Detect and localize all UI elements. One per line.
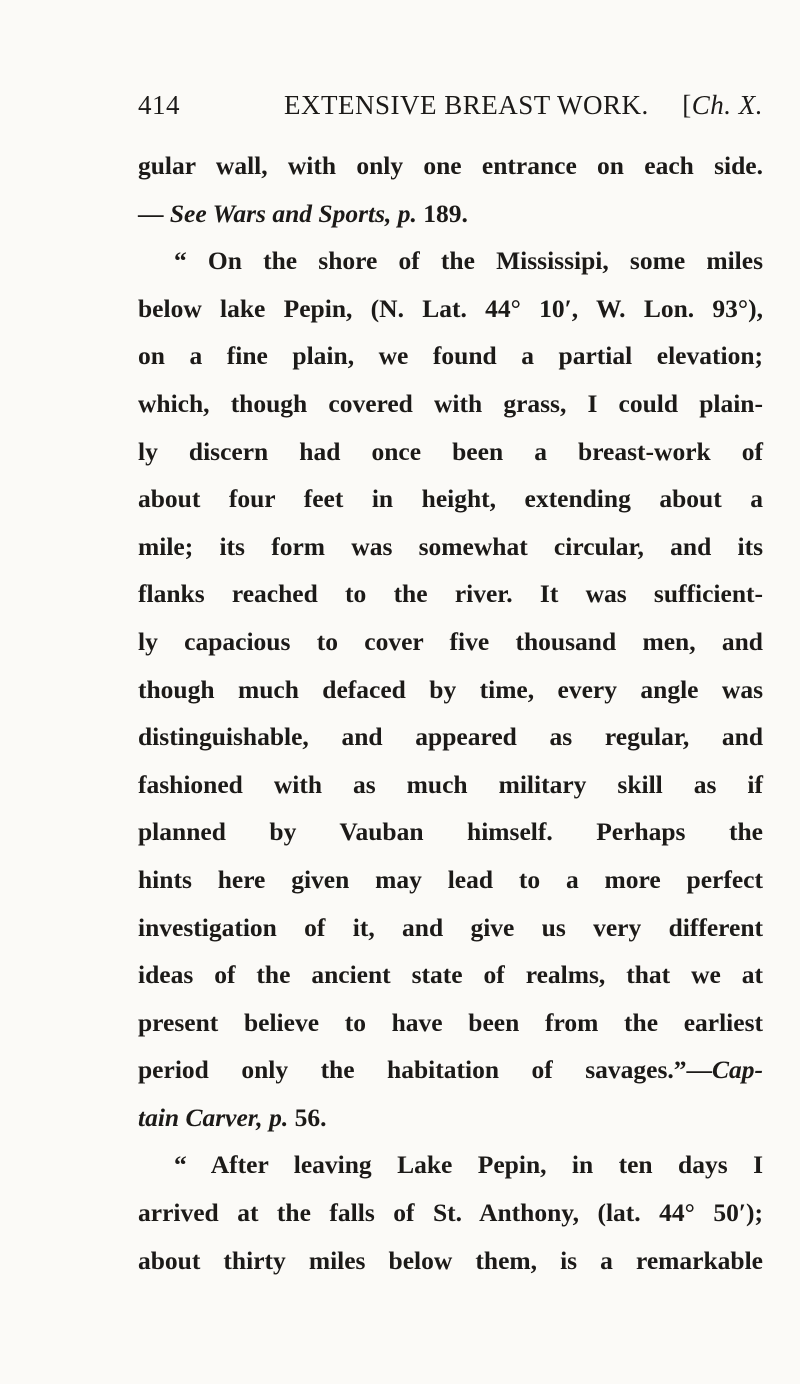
text-line [138,332,763,380]
text-segment: period only the habitation of savages.”— [138,1055,712,1085]
text-line [138,951,763,999]
running-header [138,90,763,126]
italic-text-segment: See Wars and Sports, [169,198,392,228]
chapter-bracket: [ [682,90,692,120]
body-text [138,142,763,1284]
chapter-reference [682,90,763,121]
text-segment: — [138,198,170,228]
text-segment: hints here given may lead to a more perfect [138,864,763,894]
text-segment: arrived at the falls of St. Anthony, (lat. 44° 50′); [138,1198,763,1228]
italic-text-segment: tain Carver, [138,1102,263,1132]
text-line [138,856,763,904]
text-segment: which, though covered with grass, I could plain- [138,388,763,418]
text-line [138,1046,763,1094]
text-segment: below lake Pepin, (N. Lat. 44° 10′, W. Lon. 93°), [138,293,763,323]
italic-text-segment: p. [269,1102,289,1132]
italic-text-segment: p. [397,198,417,228]
text-line [138,190,763,238]
text-line [138,999,763,1047]
text-line [138,285,763,333]
text-segment: ly discern had once been a breast-work of [138,436,763,466]
text-segment: present believe to have been from the earliest [138,1007,763,1037]
text-segment: planned by Vauban himself. Perhaps the [138,817,763,847]
chapter-label: Ch. X. [691,90,763,120]
text-segment: though much defaced by time, every angle was [138,674,763,704]
text-segment: 189. [416,198,468,228]
text-segment: about four feet in height, extending about a [138,484,763,514]
text-segment: fashioned with as much military skill as if [138,769,763,799]
text-line [138,713,763,761]
text-line [138,1237,763,1285]
running-title: EXTENSIVE BREAST WORK. [284,90,649,120]
text-segment: investigation of it, and give us very different [138,912,763,942]
text-line [138,761,763,809]
text-segment: flanks reached to the river. It was sufficient- [138,579,763,609]
text-segment: ly capacious to cover five thousand men, and [138,626,763,656]
text-line [138,142,763,190]
text-segment: “ On the shore of the Mississipi, some miles [174,246,763,276]
text-segment: distinguishable, and appeared as regular, and [138,722,763,752]
text-line [138,1094,763,1142]
text-line [138,1189,763,1237]
text-segment: 56. [288,1102,327,1132]
text-line [138,666,763,714]
text-segment: about thirty miles below them, is a remarkable [138,1245,763,1275]
text-segment: ideas of the ancient state of realms, that we at [138,960,763,990]
text-line [138,1141,763,1189]
text-line [138,808,763,856]
text-line [138,904,763,952]
page-number: 414 [138,90,180,120]
text-line [138,523,763,571]
text-line [138,237,763,285]
text-segment: mile; its form was somewhat circular, and its [138,531,763,561]
text-line [138,428,763,476]
text-line [138,570,763,618]
italic-text-segment: Cap- [712,1055,763,1085]
text-line [138,618,763,666]
text-segment: gular wall, with only one entrance on each side. [138,151,763,180]
text-line [138,380,763,428]
text-segment: “ After leaving Lake Pepin, in ten days I [174,1150,763,1180]
text-segment: on a fine plain, we found a partial elevation; [138,341,763,371]
text-line [138,475,763,523]
